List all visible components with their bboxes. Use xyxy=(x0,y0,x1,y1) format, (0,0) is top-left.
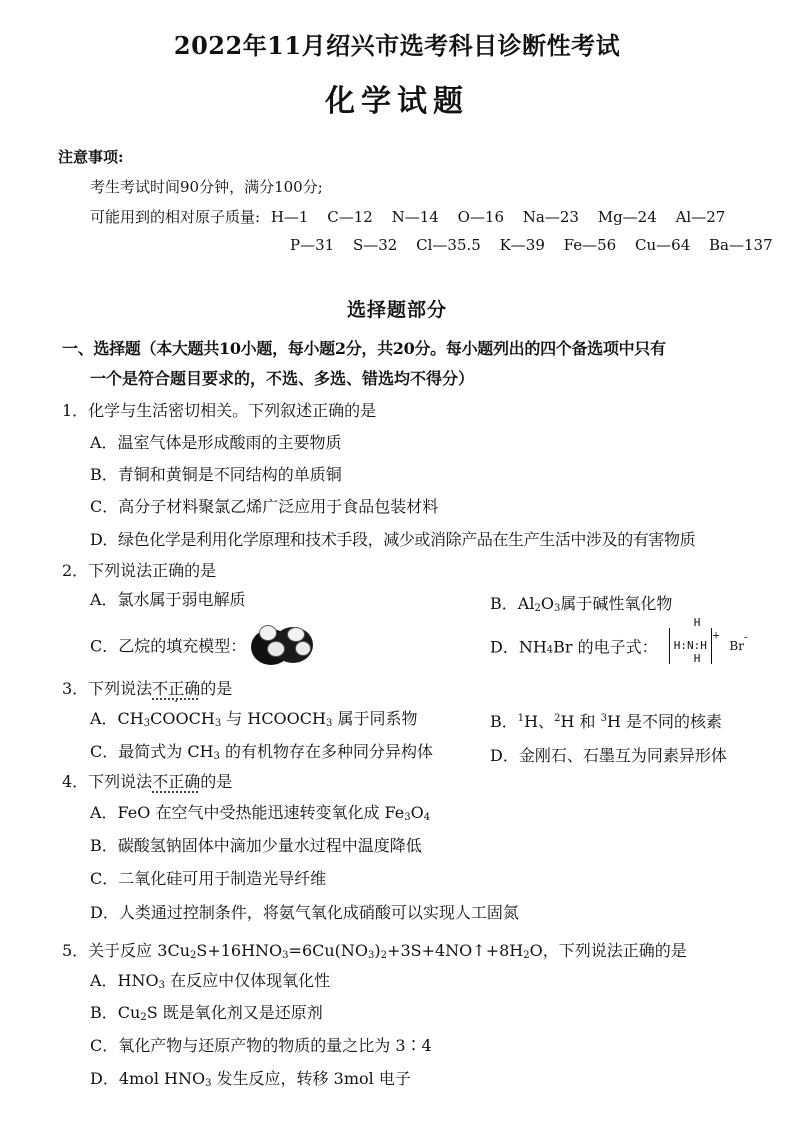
notes-time: 考生考试时间90分钟，满分100分; xyxy=(90,178,323,196)
q4-option-b: B．碳酸氢钠固体中滴加少量水过程中温度降低 xyxy=(90,836,422,855)
q4-a-text: A．FeO 在空气中受热能迅速转变氧化成 Fe xyxy=(90,803,405,822)
q3-stem-text: 的是 xyxy=(200,679,233,698)
mass-item: N—14 xyxy=(391,208,439,226)
q4-stem xyxy=(62,769,232,792)
formula-h-right: :H xyxy=(693,639,707,652)
q3-stem-text: 3．下列说法 xyxy=(62,679,153,698)
q3-a-text: 与 HCOOCH xyxy=(221,709,326,728)
q5-stem-sub: 3 xyxy=(282,950,289,961)
q3-a-sub: 3 xyxy=(214,718,222,729)
q2-b-text: 属于碱性氧化物 xyxy=(560,594,673,613)
q3-a-sub: 3 xyxy=(143,718,151,729)
q3-b-text: H、 xyxy=(524,712,555,731)
q5-stem-text: ) xyxy=(374,941,381,960)
formula-anion: Br xyxy=(729,639,744,653)
q5-stem-text: +3S+4NO↑+8H xyxy=(387,941,524,960)
q3-stem xyxy=(62,676,232,699)
q4-a-text: O xyxy=(410,803,424,822)
mass-item: Cu—64 xyxy=(635,236,691,254)
mass-item: Fe—56 xyxy=(563,236,617,254)
ammonium-electron-formula xyxy=(669,616,712,665)
q3-b-text: H 和 xyxy=(560,712,601,731)
q4-a-sub: 4 xyxy=(423,812,431,823)
formula-charge-plus: + xyxy=(711,630,721,642)
formula-n: N xyxy=(687,639,694,652)
q5-option-a xyxy=(90,968,330,991)
section-title: 选择题部分 xyxy=(346,299,447,321)
mass-item: P—31 xyxy=(290,236,335,254)
q5-stem-sub: 2 xyxy=(380,950,388,961)
q5-option-c: C．氧化产物与还原产物的物质的量之比为 3∶4 xyxy=(90,1036,432,1055)
q2-c-text: C．乙烷的填充模型： xyxy=(90,636,247,656)
mass-item: Na—23 xyxy=(522,208,579,226)
q5-stem-text: 5．关于反应 3Cu xyxy=(62,941,190,960)
mass-row-1 xyxy=(90,206,739,227)
q2-b-sub: 2 xyxy=(534,603,541,614)
q4-option-d: D．人类通过控制条件，将氨气氧化成硝酸可以实现人工固氮 xyxy=(90,903,519,922)
q1-option-c: C．高分子材料聚氯乙烯广泛应用于食品包装材料 xyxy=(90,497,439,516)
q3-option-b xyxy=(490,709,722,732)
q3-a-text: A．CH xyxy=(90,709,144,728)
q2-option-d xyxy=(490,616,748,665)
mass-item: H—1 xyxy=(270,208,309,226)
mass-item: Cl—35.5 xyxy=(416,236,481,254)
mass-item: K—39 xyxy=(499,236,545,254)
section-instruction-2: 一个是符合题目要求的，不选、多选、错选均不得分） xyxy=(90,369,475,388)
q3-stem-emphasis: 不正确 xyxy=(152,679,201,698)
q2-stem: 2．下列说法正确的是 xyxy=(62,561,217,580)
q4-stem-emphasis: 不正确 xyxy=(152,772,201,791)
q2-d-text: Br 的电子式： xyxy=(553,637,658,657)
mass-label: 可能用到的相对原子质量: xyxy=(90,208,261,226)
q3-option-a xyxy=(90,706,417,729)
notes-label: 注意事项: xyxy=(58,148,124,166)
q4-a-sub: 3 xyxy=(404,812,411,823)
q2-d-sub: 4 xyxy=(546,644,554,656)
q5-b-sub: 2 xyxy=(140,1012,147,1023)
mass-item: Ba—137 xyxy=(709,236,773,254)
mass-row-2 xyxy=(290,236,787,254)
q5-option-d xyxy=(90,1066,411,1089)
q5-stem-sub: 2 xyxy=(190,950,197,961)
section-instruction-1: 一、选择题（本大题共10小题，每小题2分，共20分。每小题列出的四个备选项中只有 xyxy=(62,339,666,358)
q2-b-text: O xyxy=(540,594,554,613)
mass-item: C—12 xyxy=(327,208,373,226)
q5-d-sub: 3 xyxy=(205,1078,212,1089)
q3-b-text: H 是不同的核素 xyxy=(607,712,723,731)
q3-a-text: COOCH xyxy=(150,709,215,728)
q4-option-c: C．二氧化硅可用于制造光导纤维 xyxy=(90,869,327,888)
q5-stem-text: =6Cu(NO xyxy=(288,941,369,960)
q5-a-text: 在反应中仅体现氧化性 xyxy=(165,971,331,990)
q1-option-b: B．青铜和黄铜是不同结构的单质铜 xyxy=(90,465,342,484)
formula-h-top: H xyxy=(693,616,701,629)
q5-a-sub: 3 xyxy=(158,980,166,991)
q2-option-b xyxy=(490,591,672,614)
mass-item: S—32 xyxy=(352,236,398,254)
q5-stem-text: S+16HNO xyxy=(196,941,283,960)
q3-b-sup: 3 xyxy=(600,713,607,724)
q5-d-text: 发生反应，转移 3mol 电子 xyxy=(211,1069,411,1088)
subject-title: 化学试题 xyxy=(325,84,469,119)
mass-item: Mg—24 xyxy=(597,208,657,226)
q2-option-a: A．氯水属于弱电解质 xyxy=(90,590,246,609)
ethane-space-filling-model-icon xyxy=(251,625,313,665)
q3-option-d: D．金刚石、石墨互为同素异形体 xyxy=(490,746,727,765)
q2-b-text: B．Al xyxy=(490,594,535,613)
q1-stem: 1．化学与生活密切相关。下列叙述正确的是 xyxy=(62,401,377,420)
q3-a-text: 属于同系物 xyxy=(332,709,418,728)
q3-b-sup: 2 xyxy=(554,713,561,724)
mass-item: Al—27 xyxy=(675,208,726,226)
q5-stem xyxy=(62,938,687,961)
q5-stem-text: O，下列说法正确的是 xyxy=(529,941,687,960)
exam-title: 2022年11月绍兴市选考科目诊断性考试 xyxy=(173,31,621,60)
q3-c-text: C．最简式为 CH xyxy=(90,742,214,761)
q3-c-text: 的有机物存在多种同分异构体 xyxy=(219,742,433,761)
q5-stem-sub: 2 xyxy=(523,950,530,961)
q4-stem-text: 4．下列说法 xyxy=(62,772,153,791)
q5-b-text: B．Cu xyxy=(90,1003,141,1022)
q3-option-c xyxy=(90,739,433,762)
q2-option-c xyxy=(90,625,313,665)
q5-b-text: S 既是氧化剂又是还原剂 xyxy=(146,1003,323,1022)
q3-c-sub: 3 xyxy=(213,751,220,762)
q2-d-text: D．NH xyxy=(490,637,547,657)
formula-charge-minus: - xyxy=(743,632,748,644)
q4-option-a xyxy=(90,800,430,823)
mass-item: O—16 xyxy=(457,208,504,226)
q2-b-sub: 3 xyxy=(553,603,561,614)
q5-option-b xyxy=(90,1000,323,1023)
formula-h-left: H: xyxy=(673,639,688,652)
q4-stem-text: 的是 xyxy=(200,772,233,791)
q1-option-d: D．绿色化学是利用化学原理和技术手段，减少或消除产品在生产生活中涉及的有害物质 xyxy=(90,530,696,549)
q3-a-sub: 3 xyxy=(326,718,333,729)
q5-a-text: A．HNO xyxy=(90,971,159,990)
q3-b-sup: 1 xyxy=(517,713,525,724)
q5-d-text: D．4mol HNO xyxy=(90,1069,206,1088)
formula-h-bottom: H xyxy=(693,652,701,665)
q1-option-a: A．温室气体是形成酸雨的主要物质 xyxy=(90,433,342,452)
q5-stem-sub: 3 xyxy=(368,950,375,961)
q3-b-text: B． xyxy=(490,712,518,731)
